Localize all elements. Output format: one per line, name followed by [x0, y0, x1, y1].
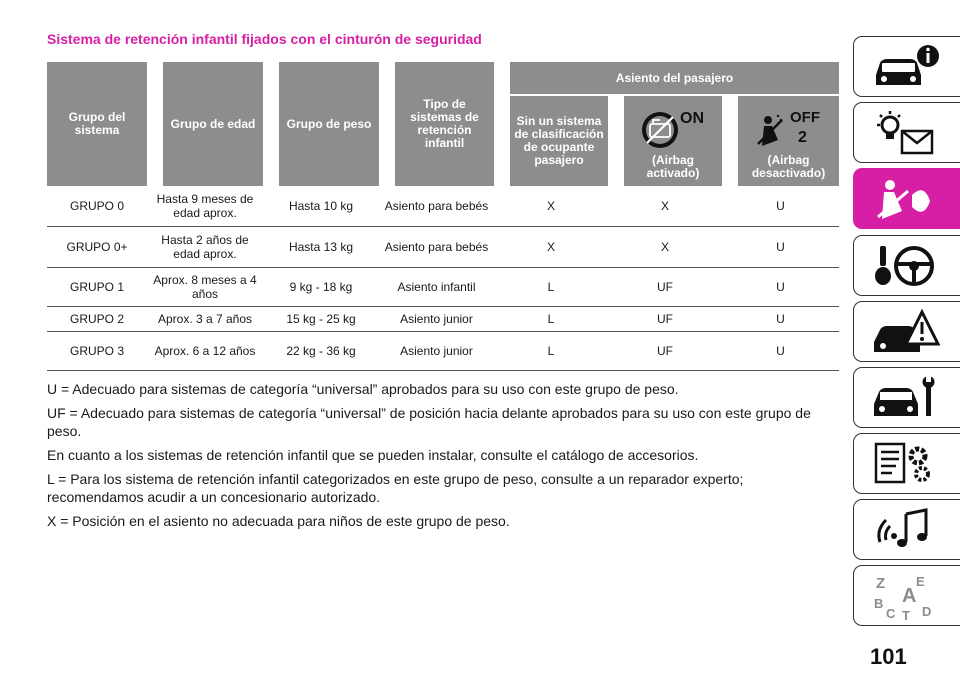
- sidebar-tab-dashboard-lights[interactable]: [853, 102, 960, 163]
- index-letter-c: C: [886, 606, 896, 620]
- cell-peso: Hasta 10 kg: [263, 186, 379, 227]
- note-accessories: En cuanto a los sistemas de retención infantil que se pueden instalar, consulte el catálogo de accesorios.: [47, 447, 699, 463]
- cell-sin-sistema: L: [494, 268, 608, 307]
- alphabetic-index-icon: [872, 572, 942, 620]
- cell-edad: Aprox. 6 a 12 años: [147, 332, 263, 371]
- cell-grupo: GRUPO 0: [47, 186, 147, 227]
- sidebar-tab-car-wrench[interactable]: [853, 367, 960, 428]
- cell-grupo: GRUPO 3: [47, 332, 147, 371]
- note-l: L = Para los sistema de retención infantil categorizados en este grupo de peso, consulte a un reparador experto; recomendamos acudir a un concesionario autorizado.: [47, 471, 744, 505]
- airbag-seat-icon: [872, 175, 942, 223]
- header-grupo-edad: Grupo de edad: [147, 62, 263, 186]
- dashboard-lights-icon: [872, 109, 942, 157]
- airbag-on-text: (Airbag activado): [646, 153, 700, 180]
- car-info-icon: [872, 43, 942, 91]
- cell-tipo: Asiento para bebés: [379, 186, 494, 227]
- table-row: [47, 268, 839, 307]
- cell-edad: Hasta 9 meses de edad aprox.: [147, 186, 263, 227]
- table-row: [47, 227, 839, 268]
- section-title: Sistema de retención infantil fijados con el cinturón de seguridad: [47, 31, 482, 47]
- sidebar-tab-car-warning[interactable]: [853, 301, 960, 362]
- cell-airbag-on: X: [608, 227, 722, 268]
- header-sin-sistema: Sin un sistema de clasificación de ocupante pasajero: [494, 96, 608, 186]
- cell-grupo: GRUPO 1: [47, 268, 147, 307]
- cell-grupo: GRUPO 2: [47, 307, 147, 332]
- cell-airbag-on: UF: [608, 268, 722, 307]
- sidebar-tab-index[interactable]: [853, 565, 960, 626]
- cell-tipo: Asiento infantil: [379, 268, 494, 307]
- cell-peso: Hasta 13 kg: [263, 227, 379, 268]
- cell-sin-sistema: X: [494, 227, 608, 268]
- cell-edad: Aprox. 3 a 7 años: [147, 307, 263, 332]
- car-warning-icon: [872, 308, 942, 356]
- header-asiento-pasajero: Asiento del pasajero: [494, 62, 839, 96]
- table-row: [47, 332, 839, 371]
- legend-notes: [47, 380, 837, 536]
- sidebar-tab-car-info[interactable]: [853, 36, 960, 97]
- key-steering-wheel-icon: [872, 242, 942, 290]
- airbag-off-icon: [754, 106, 824, 150]
- cell-peso: 22 kg - 36 kg: [263, 332, 379, 371]
- airbag-on-label: ON: [680, 110, 704, 127]
- cell-tipo: Asiento junior: [379, 307, 494, 332]
- multimedia-icon: [872, 506, 942, 554]
- cell-airbag-off: U: [722, 268, 839, 307]
- cell-airbag-off: U: [722, 227, 839, 268]
- cell-sin-sistema: L: [494, 332, 608, 371]
- cell-tipo: Asiento para bebés: [379, 227, 494, 268]
- header-grupo-sistema: Grupo del sistema: [47, 62, 147, 186]
- cell-edad: Aprox. 8 meses a 4 años: [147, 268, 263, 307]
- airbag-on-icon: [638, 106, 708, 150]
- child-restraint-table: [47, 62, 839, 371]
- sidebar-tab-specs[interactable]: [853, 433, 960, 494]
- cell-sin-sistema: X: [494, 186, 608, 227]
- index-letter-a: A: [902, 585, 917, 607]
- index-letter-t: T: [902, 608, 910, 620]
- header-airbag-on: [608, 96, 722, 186]
- car-wrench-icon: [872, 374, 942, 422]
- table-row: [47, 186, 839, 227]
- airbag-off-number: 2: [797, 129, 807, 146]
- specs-gears-icon: [872, 440, 942, 488]
- note-u: U = Adecuado para sistemas de categoría “universal” aprobados para su uso con este grupo de peso.: [47, 381, 679, 397]
- header-grupo-peso: Grupo de peso: [263, 62, 379, 186]
- cell-airbag-on: UF: [608, 332, 722, 371]
- index-letter-z: Z: [876, 575, 886, 592]
- sidebar-tab-airbag-seat[interactable]: [853, 168, 960, 229]
- sidebar-tab-multimedia[interactable]: [853, 499, 960, 560]
- note-x: X = Posición en el asiento no adecuada para niños de este grupo de peso.: [47, 513, 510, 529]
- cell-peso: 15 kg - 25 kg: [263, 307, 379, 332]
- cell-grupo: GRUPO 0+: [47, 227, 147, 268]
- index-letter-e: E: [916, 574, 925, 589]
- cell-airbag-off: U: [722, 332, 839, 371]
- index-letter-b: B: [874, 596, 884, 611]
- header-airbag-off: [722, 96, 839, 186]
- cell-airbag-off: U: [722, 307, 839, 332]
- airbag-off-text: (Airbag desactivado): [751, 153, 826, 180]
- cell-tipo: Asiento junior: [379, 332, 494, 371]
- page-number: 101: [870, 644, 907, 669]
- note-uf: UF = Adecuado para sistemas de categoría “universal” de posición hacia delante aprobados para su uso con este grupo de peso.: [47, 405, 811, 439]
- sidebar-tab-key-steering[interactable]: [853, 235, 960, 296]
- cell-sin-sistema: L: [494, 307, 608, 332]
- header-tipo-sistema: Tipo de sistemas de retención infantil: [379, 62, 494, 186]
- cell-airbag-off: U: [722, 186, 839, 227]
- cell-edad: Hasta 2 años de edad aprox.: [147, 227, 263, 268]
- cell-peso: 9 kg - 18 kg: [263, 268, 379, 307]
- airbag-off-label: OFF: [789, 109, 820, 126]
- cell-airbag-on: X: [608, 186, 722, 227]
- table-row: [47, 307, 839, 332]
- cell-airbag-on: UF: [608, 307, 722, 332]
- index-letter-d: D: [922, 604, 932, 619]
